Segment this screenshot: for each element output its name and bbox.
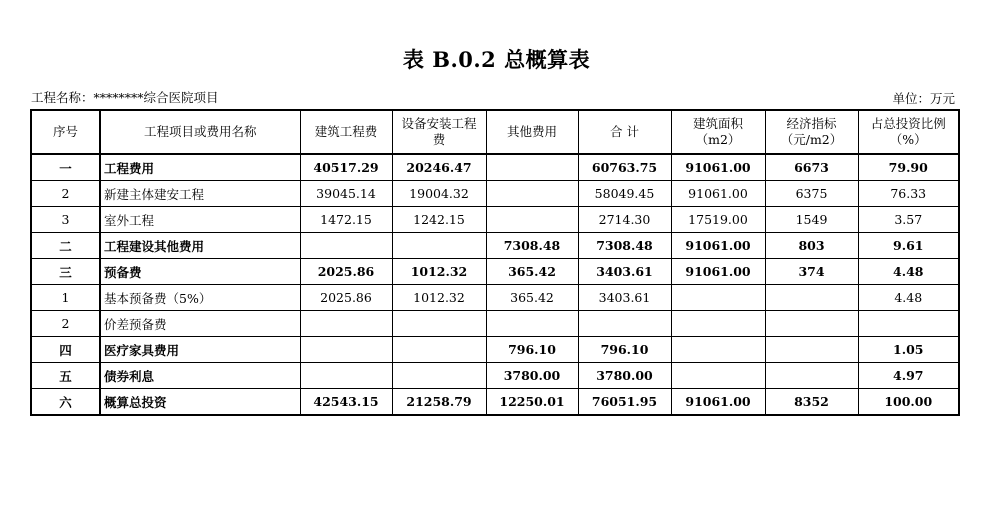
header-equip: 设备安装工程费	[392, 110, 486, 154]
cell-area: 91061.00	[671, 154, 765, 181]
cell-build	[300, 311, 392, 337]
cell-index	[765, 285, 858, 311]
cell-ratio: 76.33	[858, 181, 959, 207]
cell-other: 796.10	[486, 337, 578, 363]
cell-total: 7308.48	[578, 233, 671, 259]
cell-equip: 1012.32	[392, 285, 486, 311]
cell-other: 365.42	[486, 259, 578, 285]
cell-index: 6375	[765, 181, 858, 207]
cell-name: 工程建设其他费用	[100, 233, 300, 259]
cell-ratio: 9.61	[858, 233, 959, 259]
header-total: 合 计	[578, 110, 671, 154]
cell-seq: 3	[31, 207, 100, 233]
cell-build: 39045.14	[300, 181, 392, 207]
header-build: 建筑工程费	[300, 110, 392, 154]
cell-index	[765, 337, 858, 363]
cell-name: 新建主体建安工程	[100, 181, 300, 207]
table-row	[31, 207, 959, 233]
cell-area: 17519.00	[671, 207, 765, 233]
header-area: 建筑面积（m2）	[671, 110, 765, 154]
cell-total: 3780.00	[578, 363, 671, 389]
cell-index: 6673	[765, 154, 858, 181]
cell-other	[486, 207, 578, 233]
cell-other: 12250.01	[486, 389, 578, 416]
cell-name: 工程费用	[100, 154, 300, 181]
table-row	[31, 337, 959, 363]
header-seq: 序号	[31, 110, 100, 154]
cell-seq: 五	[31, 363, 100, 389]
cell-name: 概算总投资	[100, 389, 300, 416]
project-name-label: 工程名称：********综合医院项目	[31, 90, 219, 105]
cell-other	[486, 154, 578, 181]
cell-build	[300, 363, 392, 389]
cell-index: 1549	[765, 207, 858, 233]
page-title: 表 B.0.2 总概算表	[402, 47, 591, 72]
cell-equip: 19004.32	[392, 181, 486, 207]
cell-ratio: 4.48	[858, 259, 959, 285]
table-row	[31, 285, 959, 311]
cell-seq: 2	[31, 311, 100, 337]
cell-total: 3403.61	[578, 259, 671, 285]
cell-seq: 三	[31, 259, 100, 285]
cell-ratio: 100.00	[858, 389, 959, 416]
header-ratio: 占总投资比例（%）	[858, 110, 959, 154]
cell-build	[300, 233, 392, 259]
cell-equip: 1242.15	[392, 207, 486, 233]
cell-seq: 六	[31, 389, 100, 416]
cell-area: 91061.00	[671, 233, 765, 259]
cell-total: 76051.95	[578, 389, 671, 416]
cell-seq: 1	[31, 285, 100, 311]
cell-index: 374	[765, 259, 858, 285]
cell-name: 预备费	[100, 259, 300, 285]
cell-ratio: 3.57	[858, 207, 959, 233]
cell-build: 2025.86	[300, 259, 392, 285]
header-row	[31, 110, 959, 154]
cell-equip	[392, 311, 486, 337]
cell-other	[486, 311, 578, 337]
cell-area	[671, 311, 765, 337]
unit-label: 单位：万元	[892, 91, 955, 106]
cell-ratio: 4.97	[858, 363, 959, 389]
header-name: 工程项目或费用名称	[100, 110, 300, 154]
cell-index: 803	[765, 233, 858, 259]
cell-seq: 二	[31, 233, 100, 259]
cell-total: 3403.61	[578, 285, 671, 311]
table-row	[31, 259, 959, 285]
cell-name: 价差预备费	[100, 311, 300, 337]
cell-equip	[392, 363, 486, 389]
cell-area	[671, 363, 765, 389]
table-row	[31, 311, 959, 337]
cell-index	[765, 311, 858, 337]
cell-total	[578, 311, 671, 337]
cell-build: 42543.15	[300, 389, 392, 416]
table-row	[31, 363, 959, 389]
cell-ratio: 4.48	[858, 285, 959, 311]
cell-build: 1472.15	[300, 207, 392, 233]
cell-total: 2714.30	[578, 207, 671, 233]
cell-build	[300, 337, 392, 363]
cell-equip: 21258.79	[392, 389, 486, 416]
cell-build: 40517.29	[300, 154, 392, 181]
cell-total: 796.10	[578, 337, 671, 363]
cell-name: 基本预备费（5%）	[100, 285, 300, 311]
cell-other	[486, 181, 578, 207]
cell-build: 2025.86	[300, 285, 392, 311]
cell-ratio	[858, 311, 959, 337]
table-row	[31, 233, 959, 259]
cell-area	[671, 285, 765, 311]
table-row	[31, 181, 959, 207]
cell-equip	[392, 233, 486, 259]
header-index: 经济指标（元/m2）	[765, 110, 858, 154]
cell-equip	[392, 337, 486, 363]
cell-area: 91061.00	[671, 259, 765, 285]
cell-name: 医疗家具费用	[100, 337, 300, 363]
cell-name: 室外工程	[100, 207, 300, 233]
cell-area	[671, 337, 765, 363]
cell-other: 3780.00	[486, 363, 578, 389]
cell-total: 58049.45	[578, 181, 671, 207]
cell-equip: 1012.32	[392, 259, 486, 285]
cell-seq: 2	[31, 181, 100, 207]
cell-name: 债券利息	[100, 363, 300, 389]
cell-equip: 20246.47	[392, 154, 486, 181]
cell-ratio: 1.05	[858, 337, 959, 363]
header-other: 其他费用	[486, 110, 578, 154]
cell-seq: 一	[31, 154, 100, 181]
cell-seq: 四	[31, 337, 100, 363]
cell-ratio: 79.90	[858, 154, 959, 181]
cell-other: 7308.48	[486, 233, 578, 259]
table-row	[31, 154, 959, 181]
cell-index: 8352	[765, 389, 858, 416]
cell-index	[765, 363, 858, 389]
cell-total: 60763.75	[578, 154, 671, 181]
cell-other: 365.42	[486, 285, 578, 311]
budget-table	[30, 109, 960, 416]
table-row	[31, 389, 959, 416]
cell-area: 91061.00	[671, 389, 765, 416]
cell-area: 91061.00	[671, 181, 765, 207]
